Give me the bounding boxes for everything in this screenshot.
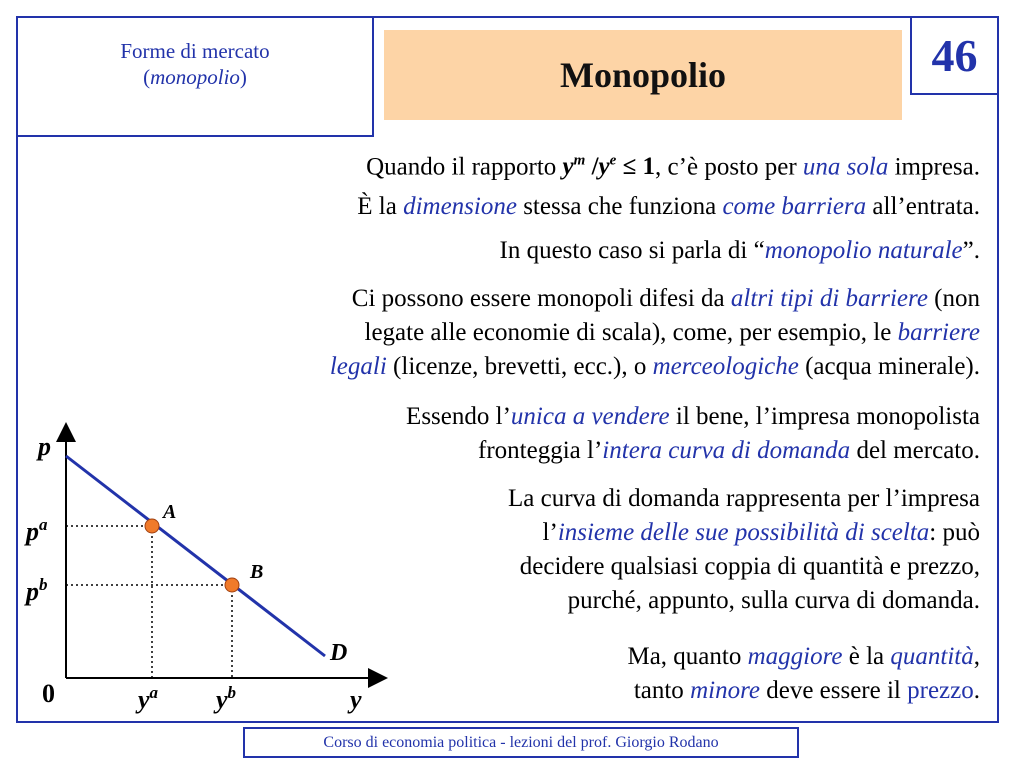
highlight: quantità	[890, 643, 974, 670]
pb-base: p	[26, 577, 39, 606]
yb-base: y	[216, 685, 228, 714]
ya-base: y	[138, 685, 150, 714]
text: Quando il rapporto	[366, 153, 563, 181]
text: Ma, quanto	[627, 643, 748, 670]
text: del mercato.	[850, 437, 980, 464]
sup-e: e	[609, 153, 617, 169]
slash: /	[585, 153, 599, 181]
x-axis-label: y	[350, 685, 362, 714]
line: La curva di domanda rappresenta per l’impresa	[507, 485, 980, 512]
text: (acqua minerale).	[798, 353, 980, 380]
highlight: legali	[329, 353, 387, 380]
pa-base: p	[26, 517, 39, 546]
text: , c’è posto per	[655, 153, 803, 181]
highlight: merceologiche	[652, 353, 799, 380]
pb-label	[24, 575, 48, 606]
highlight: come barriera	[722, 193, 867, 220]
text: fronteggia l’	[478, 437, 603, 464]
ym-symbol: y	[562, 153, 574, 181]
ya-sup: a	[149, 683, 159, 702]
point-a-label: A	[163, 501, 177, 523]
ye-symbol: y	[598, 153, 610, 181]
text: In questo caso si parla di “	[499, 237, 765, 264]
highlight: unica a vendere	[510, 403, 670, 430]
text: l’	[542, 519, 558, 546]
highlight: intera curva di domanda	[602, 437, 851, 464]
origin-label: 0	[42, 679, 55, 708]
text: stessa che funziona	[516, 193, 723, 220]
text: Essendo l’	[406, 403, 511, 430]
highlight: insieme delle sue possibilità di scelta	[557, 519, 930, 546]
demand-curve	[66, 456, 325, 656]
text: (licenze, brevetti, ecc.), o	[386, 353, 653, 380]
point-a	[145, 519, 159, 533]
topic-line1: Forme di mercato	[120, 39, 270, 63]
text: (non	[927, 285, 980, 312]
ya-label	[135, 683, 159, 714]
text: legate alle economie di scala), come, per esempio, le	[364, 319, 898, 346]
yb-sup: b	[227, 683, 237, 702]
topic-italic: monopolio	[150, 65, 240, 89]
point-b-label: B	[250, 561, 264, 583]
footer: Corso di economia politica - lezioni del prof. Giorgio Rodano	[243, 727, 799, 758]
highlight: maggiore	[747, 643, 843, 670]
text: tanto	[633, 677, 691, 704]
text: deve essere il	[759, 677, 908, 704]
highlight: minore	[690, 677, 760, 704]
comparison: ≤ 1	[616, 153, 656, 181]
highlight: monopolio naturale	[764, 237, 963, 264]
text: Ci possono essere monopoli difesi da	[351, 285, 731, 312]
text: il bene, l’impresa monopolista	[669, 403, 980, 430]
sup-m: m	[573, 153, 586, 169]
pb-sup: b	[39, 575, 48, 594]
point-b	[225, 578, 239, 592]
text: all’entrata.	[866, 193, 980, 220]
y-axis-label: p	[38, 432, 51, 461]
curve-label: D	[330, 640, 348, 666]
topic-paren-open: (	[143, 65, 151, 89]
text: è la	[842, 643, 891, 670]
highlight: dimensione	[403, 193, 517, 220]
highlight: prezzo	[907, 677, 974, 704]
pa-sup: a	[39, 515, 48, 534]
highlight: altri tipi di barriere	[730, 285, 928, 312]
highlight: barriere	[897, 319, 980, 346]
text: È la	[357, 193, 404, 220]
text: impresa.	[888, 153, 980, 181]
text: : può	[929, 519, 980, 546]
highlight: una sola	[802, 153, 889, 181]
line: decidere qualsiasi coppia di quantità e prezzo,	[519, 553, 980, 580]
text: .	[973, 677, 980, 704]
topic-paren-close: )	[239, 65, 247, 89]
pa-label	[24, 515, 48, 546]
text: ”.	[962, 237, 980, 264]
page-number: 46	[910, 16, 999, 95]
slide-title: Monopolio	[384, 30, 902, 120]
text: ,	[973, 643, 980, 670]
yb-label	[213, 683, 236, 714]
line: purché, appunto, sulla curva di domanda.	[567, 587, 980, 614]
